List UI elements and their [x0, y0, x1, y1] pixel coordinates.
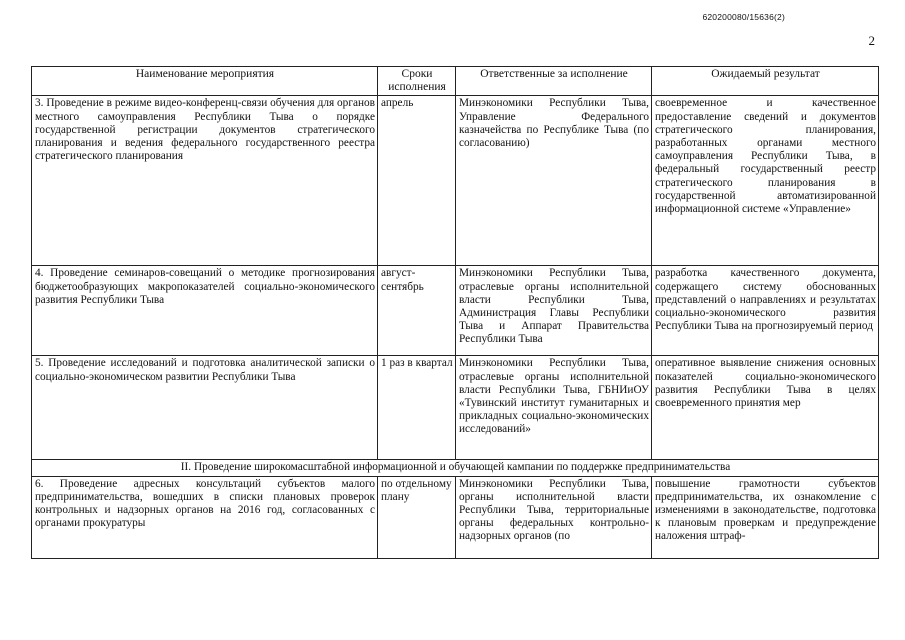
header-event: Наименование мероприятия: [32, 67, 378, 96]
responsible-cell: Минэкономики Республики Тыва, Управление Федерального казначейства по Республике Тыва (по согласованию): [456, 96, 652, 266]
result-cell: оперативное выявление снижения основных показателей социально-экономического развития Республики Тыва в целях своевременного принятия мер: [652, 356, 879, 460]
responsible-cell: Минэкономики Республики Тыва, отраслевые органы исполнительной власти Республики Тыва, Администрация Главы Республики Тыва и Аппарат Правительства Республики Тыва: [456, 266, 652, 356]
event-cell: 5. Проведение исследований и подготовка аналитической записки о социально-экономическом развитии Республики Тыва: [32, 356, 378, 460]
event-cell: 3. Проведение в режиме видео-конференц-связи обучения для органов местного самоуправления Республики Тыва о порядке государственной регистрации документов стратегического планирования и ведения федерального государственного реестра стратегического планирования: [32, 96, 378, 266]
page-number: 2: [868, 33, 875, 48]
responsible-cell: Минэкономики Республики Тыва, органы исполнительной власти Республики Тыва, территориальные органы федеральных контрольно-надзорных органов (по: [456, 476, 652, 558]
table-row: [32, 96, 879, 266]
table-row: [32, 266, 879, 356]
action-plan-table: [31, 66, 879, 559]
deadline-cell: апрель: [378, 96, 456, 266]
header-deadline: Сроки исполнения: [378, 67, 456, 96]
deadline-cell: по отдельному плану: [378, 476, 456, 558]
result-cell: своевременное и качественное предоставление сведений и документов стратегического планирования, разработанных органами местного самоуправления Республики Тыва, в федеральный государственный реестр стратегического планирования в государственной автоматизированной информационной системе «Управление»: [652, 96, 879, 266]
table-header-row: [32, 67, 879, 96]
deadline-cell: август-сентябрь: [378, 266, 456, 356]
header-responsible: Ответственные за исполнение: [456, 67, 652, 96]
responsible-cell: Минэкономики Республики Тыва, отраслевые органы исполнительной власти Республики Тыва, ГБНИиОУ «Тувинский институт гуманитарных и прикладных социально-экономических исследований»: [456, 356, 652, 460]
deadline-cell: 1 раз в квартал: [378, 356, 456, 460]
result-cell: повышение грамотности субъектов предпринимательства, их ознакомление с изменениями в законодательстве, подготовка к плановым проверкам и предупреждение наложения штраф-: [652, 476, 879, 558]
section-heading-row: [32, 460, 879, 476]
table-row: [32, 476, 879, 558]
document-id: 620200080/15636(2): [702, 12, 785, 22]
event-cell: 6. Проведение адресных консультаций субъектов малого предпринимательства, вошедших в списки плановых проверок контрольных и надзорных органов на 2016 год, согласованных с органами прокуратуры: [32, 476, 378, 558]
table-row: [32, 356, 879, 460]
section-heading: II. Проведение широкомасштабной информационной и обучающей кампании по поддержке предпринимательства: [32, 460, 879, 476]
result-cell: разработка качественного документа, содержащего систему обоснованных представлений о направлениях и результатах социально-экономического развития Республики Тыва на прогнозируемый период: [652, 266, 879, 356]
event-cell: 4. Проведение семинаров-совещаний о методике прогнозирования бюджетообразующих макропоказателей социально-экономического развития Республики Тыва: [32, 266, 378, 356]
header-result: Ожидаемый результат: [652, 67, 879, 96]
